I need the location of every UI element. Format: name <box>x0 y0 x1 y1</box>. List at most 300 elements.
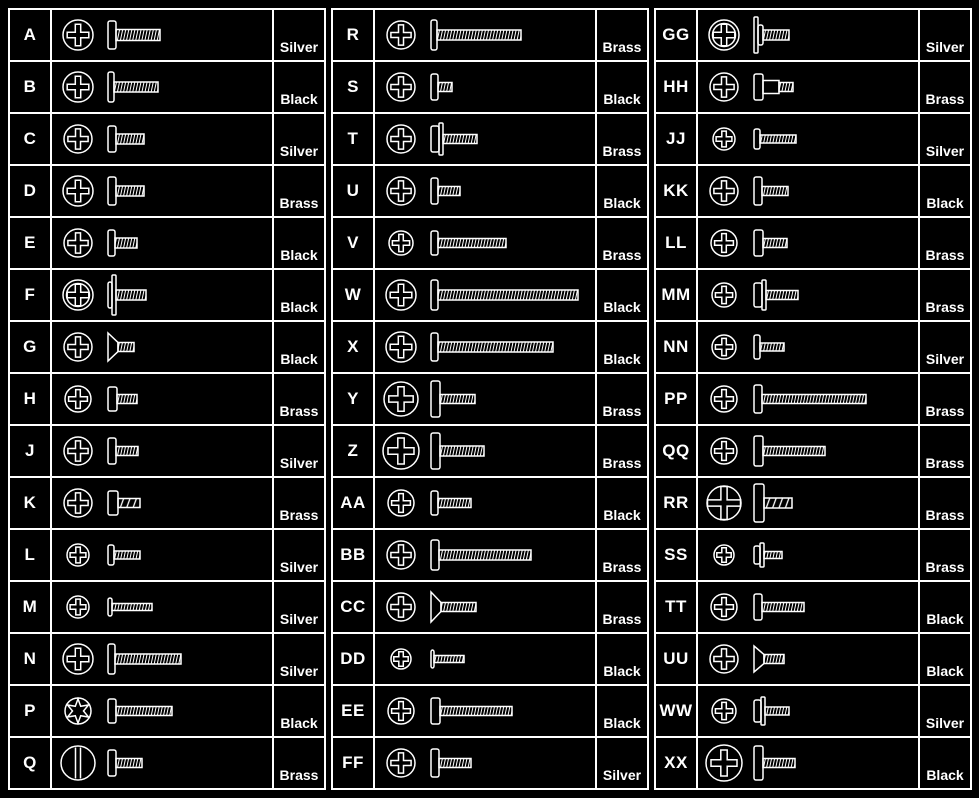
screw-diagram <box>698 375 918 423</box>
screw-side-view-icon <box>431 74 452 100</box>
screw-drawing <box>375 530 597 580</box>
screw-diagram <box>698 63 918 111</box>
finish-label: Brass <box>602 559 642 575</box>
screw-drawing <box>698 10 920 60</box>
screw-drawing <box>52 426 274 476</box>
finish-label: Brass <box>925 455 965 471</box>
screw-drawing <box>698 218 920 268</box>
finish-label: Black <box>280 91 318 107</box>
phillips-head-icon <box>711 386 737 412</box>
table-row <box>656 478 970 530</box>
screw-drawing <box>52 218 274 268</box>
screw-table-3 <box>654 8 972 790</box>
table-row <box>656 62 970 114</box>
table-row <box>333 114 647 166</box>
screw-drawing <box>52 114 274 164</box>
phillips-ring-head-icon <box>63 280 93 310</box>
screw-drawing <box>375 218 597 268</box>
table-row <box>333 166 647 218</box>
screw-side-view-icon <box>754 697 789 725</box>
table-row <box>333 374 647 426</box>
finish-label: Brass <box>925 91 965 107</box>
screw-side-view-icon <box>431 592 476 622</box>
table-row <box>10 374 324 426</box>
screw-diagram <box>375 635 595 683</box>
screw-diagram <box>375 739 595 787</box>
finish-label: Brass <box>602 247 642 263</box>
screw-drawing <box>52 270 274 320</box>
screw-diagram <box>52 271 272 319</box>
table-row <box>656 218 970 270</box>
table-row <box>10 426 324 478</box>
finish-label: Silver <box>925 715 965 731</box>
finish-label: Brass <box>602 143 642 159</box>
row-label: QQ <box>656 426 698 476</box>
table-row <box>656 634 970 686</box>
screw-side-view-icon <box>754 335 784 359</box>
screw-side-view-icon <box>754 543 782 567</box>
table-row <box>10 478 324 530</box>
row-label: AA <box>333 478 375 528</box>
screw-drawing <box>375 114 597 164</box>
screw-drawing <box>375 582 597 632</box>
screw-side-view-icon <box>108 491 140 515</box>
table-row <box>10 166 324 218</box>
row-label: HH <box>656 62 698 112</box>
table-row <box>656 582 970 634</box>
screw-drawing <box>52 686 274 736</box>
screw-drawing <box>52 322 274 372</box>
screw-drawing <box>698 62 920 112</box>
phillips-head-icon <box>387 21 415 49</box>
table-row <box>656 530 970 582</box>
row-label: UU <box>656 634 698 684</box>
phillips-head-icon <box>710 645 738 673</box>
phillips-head-icon <box>64 333 92 361</box>
row-label: FF <box>333 738 375 788</box>
row-label: U <box>333 166 375 216</box>
table-row <box>333 738 647 788</box>
screw-diagram <box>52 115 272 163</box>
row-label: S <box>333 62 375 112</box>
finish-label: Brass <box>925 247 965 263</box>
screw-side-view-icon <box>431 540 531 570</box>
table-row <box>10 270 324 322</box>
finish-label: Black <box>926 195 964 211</box>
finish-label: Silver <box>925 351 965 367</box>
screw-side-view-icon <box>108 275 146 315</box>
screw-drawing <box>698 114 920 164</box>
phillips-head-icon <box>64 125 92 153</box>
screw-diagram <box>52 687 272 735</box>
screw-side-view-icon <box>754 230 787 256</box>
screw-diagram <box>375 687 595 735</box>
row-label: RR <box>656 478 698 528</box>
row-label: B <box>10 62 52 112</box>
finish-label: Brass <box>925 403 965 419</box>
table-row <box>10 218 324 270</box>
screw-diagram <box>52 167 272 215</box>
table-row <box>656 374 970 426</box>
screw-drawing <box>698 478 920 528</box>
row-label: KK <box>656 166 698 216</box>
screw-diagram <box>375 271 595 319</box>
screw-drawing <box>52 374 274 424</box>
table-row <box>333 686 647 738</box>
phillips-head-icon <box>63 72 93 102</box>
finish-label: Silver <box>925 39 965 55</box>
table-row <box>333 270 647 322</box>
table-row <box>333 62 647 114</box>
phillips-head-icon <box>710 177 738 205</box>
phillips-head-icon <box>384 382 418 416</box>
screw-diagram <box>375 323 595 371</box>
screw-side-view-icon <box>108 21 160 49</box>
screw-diagram <box>375 11 595 59</box>
finish-label: Black <box>603 91 641 107</box>
screw-drawing <box>698 426 920 476</box>
screw-drawing <box>698 374 920 424</box>
screw-diagram <box>698 271 918 319</box>
screw-drawing <box>375 322 597 372</box>
finish-label: Silver <box>279 611 319 627</box>
screw-side-view-icon <box>108 387 137 411</box>
finish-label: Black <box>280 247 318 263</box>
phillips-head-icon <box>63 176 93 206</box>
row-label: T <box>333 114 375 164</box>
screw-side-view-icon <box>754 484 792 522</box>
finish-label: Brass <box>279 403 319 419</box>
screw-side-view-icon <box>754 177 788 205</box>
phillips-head-icon <box>386 332 416 362</box>
finish-label: Brass <box>279 767 319 783</box>
table-row <box>333 10 647 62</box>
screw-drawing <box>52 166 274 216</box>
screw-diagram <box>52 219 272 267</box>
row-label: Q <box>10 738 52 788</box>
row-label: P <box>10 686 52 736</box>
row-label: CC <box>333 582 375 632</box>
screw-drawing <box>52 478 274 528</box>
screw-side-view-icon <box>108 545 140 565</box>
finish-label: Silver <box>279 39 319 55</box>
screw-drawing <box>375 166 597 216</box>
screw-diagram <box>375 375 595 423</box>
phillips-head-icon <box>64 489 92 517</box>
screw-side-view-icon <box>431 333 553 361</box>
row-label: C <box>10 114 52 164</box>
table-row <box>10 738 324 788</box>
table-row <box>333 478 647 530</box>
slotted-head-icon <box>61 746 95 780</box>
screw-drawing <box>375 374 597 424</box>
finish-label: Black <box>926 767 964 783</box>
screw-side-view-icon <box>431 749 471 777</box>
phillips-head-icon <box>714 545 734 565</box>
finish-label: Brass <box>602 39 642 55</box>
screw-drawing <box>52 530 274 580</box>
screw-drawing <box>52 634 274 684</box>
finish-label: Brass <box>602 403 642 419</box>
screw-diagram <box>52 583 272 631</box>
table-row <box>333 530 647 582</box>
finish-label: Black <box>603 351 641 367</box>
phillips-head-icon <box>65 386 91 412</box>
screw-side-view-icon <box>431 381 475 417</box>
row-label: PP <box>656 374 698 424</box>
table-row <box>10 322 324 374</box>
screw-drawing <box>375 62 597 112</box>
phillips-head-icon <box>388 698 414 724</box>
screw-side-view-icon <box>754 74 793 100</box>
phillips-head-icon <box>711 594 737 620</box>
table-row <box>656 10 970 62</box>
screw-side-view-icon <box>108 72 158 102</box>
finish-label: Brass <box>602 611 642 627</box>
screw-diagram <box>698 11 918 59</box>
phillips-head-icon <box>389 231 413 255</box>
table-row <box>10 62 324 114</box>
row-label: SS <box>656 530 698 580</box>
screw-diagram <box>698 531 918 579</box>
phillips-head-icon <box>706 745 742 781</box>
table-row <box>10 686 324 738</box>
screw-side-view-icon <box>754 129 796 149</box>
screw-diagram <box>698 583 918 631</box>
table-row <box>656 738 970 788</box>
table-row <box>10 634 324 686</box>
screw-side-view-icon <box>108 230 137 256</box>
finish-label: Black <box>603 663 641 679</box>
phillips-head-icon <box>710 73 738 101</box>
row-label: DD <box>333 634 375 684</box>
screw-side-view-icon <box>754 280 798 310</box>
row-label: F <box>10 270 52 320</box>
finish-label: Brass <box>279 195 319 211</box>
phillips-head-icon <box>387 73 415 101</box>
screw-diagram <box>52 739 272 787</box>
screw-drawing <box>375 686 597 736</box>
screw-side-view-icon <box>754 436 825 466</box>
row-label: JJ <box>656 114 698 164</box>
finish-label: Brass <box>602 455 642 471</box>
phillips-head-icon <box>387 541 415 569</box>
row-label: W <box>333 270 375 320</box>
screw-diagram <box>698 427 918 475</box>
row-label: V <box>333 218 375 268</box>
screw-diagram <box>52 375 272 423</box>
phillips-head-icon <box>63 644 93 674</box>
screw-drawing <box>698 530 920 580</box>
table-row <box>10 530 324 582</box>
screw-drawing <box>698 738 920 788</box>
screw-diagram <box>52 63 272 111</box>
finish-label: Black <box>926 663 964 679</box>
finish-label: Silver <box>279 663 319 679</box>
phillips-head-icon <box>712 699 736 723</box>
screw-table-1 <box>8 8 326 790</box>
phillips-head-icon <box>711 438 737 464</box>
row-label: MM <box>656 270 698 320</box>
screw-diagram <box>375 531 595 579</box>
screw-side-view-icon <box>754 646 784 672</box>
screw-diagram <box>52 531 272 579</box>
row-label: WW <box>656 686 698 736</box>
screw-side-view-icon <box>431 491 471 515</box>
phillips-head-icon <box>64 437 92 465</box>
screw-drawing <box>375 738 597 788</box>
row-label: L <box>10 530 52 580</box>
screw-diagram <box>52 635 272 683</box>
finish-label: Brass <box>925 507 965 523</box>
phillips-head-icon <box>63 20 93 50</box>
screw-side-view-icon <box>431 433 484 469</box>
finish-label: Silver <box>602 767 642 783</box>
screw-diagram <box>375 115 595 163</box>
phillips-head-icon <box>67 596 89 618</box>
table-row <box>656 166 970 218</box>
row-label: G <box>10 322 52 372</box>
screw-side-view-icon <box>108 126 144 152</box>
screw-side-view-icon <box>431 231 506 255</box>
phillips-head-icon <box>67 544 89 566</box>
phillips-head-icon <box>64 229 92 257</box>
screw-diagram <box>698 115 918 163</box>
screw-side-view-icon <box>754 385 866 413</box>
row-label: EE <box>333 686 375 736</box>
screw-side-view-icon <box>431 123 477 155</box>
screw-drawing <box>698 686 920 736</box>
screw-diagram <box>52 323 272 371</box>
finish-label: Brass <box>279 507 319 523</box>
screw-drawing <box>375 10 597 60</box>
screw-side-view-icon <box>431 178 460 204</box>
screw-side-view-icon <box>431 280 578 310</box>
row-label: Z <box>333 426 375 476</box>
screw-drawing <box>52 582 274 632</box>
finish-label: Black <box>603 507 641 523</box>
table-row <box>10 582 324 634</box>
finish-label: Black <box>280 351 318 367</box>
phillips-head-icon <box>713 128 735 150</box>
screw-side-view-icon <box>754 594 804 620</box>
finish-label: Black <box>603 195 641 211</box>
screw-drawing <box>375 634 597 684</box>
screw-drawing <box>698 322 920 372</box>
row-label: A <box>10 10 52 60</box>
screw-drawing <box>698 582 920 632</box>
screw-diagram <box>698 323 918 371</box>
table-row <box>656 114 970 166</box>
screw-diagram <box>375 219 595 267</box>
phillips-head-icon <box>391 649 411 669</box>
finish-label: Black <box>926 611 964 627</box>
finish-label: Silver <box>925 143 965 159</box>
row-label: GG <box>656 10 698 60</box>
phillips-head-icon <box>712 283 736 307</box>
row-label: E <box>10 218 52 268</box>
row-label: NN <box>656 322 698 372</box>
screw-side-view-icon <box>754 17 789 53</box>
finish-label: Silver <box>279 143 319 159</box>
phillips-head-icon <box>386 280 416 310</box>
screw-diagram <box>698 635 918 683</box>
phillips-head-icon <box>388 490 414 516</box>
row-label: D <box>10 166 52 216</box>
table-row <box>656 686 970 738</box>
row-label: N <box>10 634 52 684</box>
table-row <box>10 10 324 62</box>
row-label: Y <box>333 374 375 424</box>
row-label: R <box>333 10 375 60</box>
screw-diagram <box>698 479 918 527</box>
screw-side-view-icon <box>108 699 172 723</box>
phillips-head-icon <box>711 230 737 256</box>
phillips-ring-head-icon <box>709 20 739 50</box>
row-label: BB <box>333 530 375 580</box>
table-row <box>333 322 647 374</box>
phillips-head-icon <box>712 335 736 359</box>
finish-label: Black <box>280 299 318 315</box>
screw-drawing <box>698 166 920 216</box>
table-row <box>656 270 970 322</box>
screw-diagram <box>375 63 595 111</box>
row-label: LL <box>656 218 698 268</box>
screw-diagram <box>52 427 272 475</box>
screw-table-2 <box>331 8 649 790</box>
screw-drawing <box>375 270 597 320</box>
finish-label: Brass <box>925 559 965 575</box>
screw-diagram <box>698 687 918 735</box>
screw-side-view-icon <box>431 20 521 50</box>
screw-side-view-icon <box>108 438 138 464</box>
table-row <box>333 582 647 634</box>
screw-diagram <box>52 11 272 59</box>
row-label: X <box>333 322 375 372</box>
phillips-head-icon <box>383 433 419 469</box>
screw-side-view-icon <box>108 333 134 361</box>
table-row <box>656 322 970 374</box>
table-row <box>333 634 647 686</box>
row-label: M <box>10 582 52 632</box>
screw-drawing <box>52 62 274 112</box>
screw-diagram <box>375 427 595 475</box>
screw-side-view-icon <box>108 644 181 674</box>
table-row <box>333 218 647 270</box>
screw-drawing <box>698 634 920 684</box>
finish-label: Silver <box>279 559 319 575</box>
screw-diagram <box>375 167 595 215</box>
screw-drawing <box>375 426 597 476</box>
table-row <box>656 426 970 478</box>
finish-label: Silver <box>279 455 319 471</box>
screw-diagram <box>375 479 595 527</box>
screw-drawing <box>698 270 920 320</box>
row-label: XX <box>656 738 698 788</box>
pozidriv-head-icon <box>65 698 91 724</box>
screw-drawing <box>375 478 597 528</box>
screw-drawing <box>52 738 274 788</box>
finish-label: Black <box>603 715 641 731</box>
phillips-head-icon <box>387 593 415 621</box>
finish-label: Black <box>603 299 641 315</box>
screw-side-view-icon <box>108 598 152 616</box>
phillips-head-icon <box>387 749 415 777</box>
screw-side-view-icon <box>754 746 795 780</box>
finish-label: Black <box>280 715 318 731</box>
screw-side-view-icon <box>431 650 464 668</box>
finish-label: Brass <box>925 299 965 315</box>
